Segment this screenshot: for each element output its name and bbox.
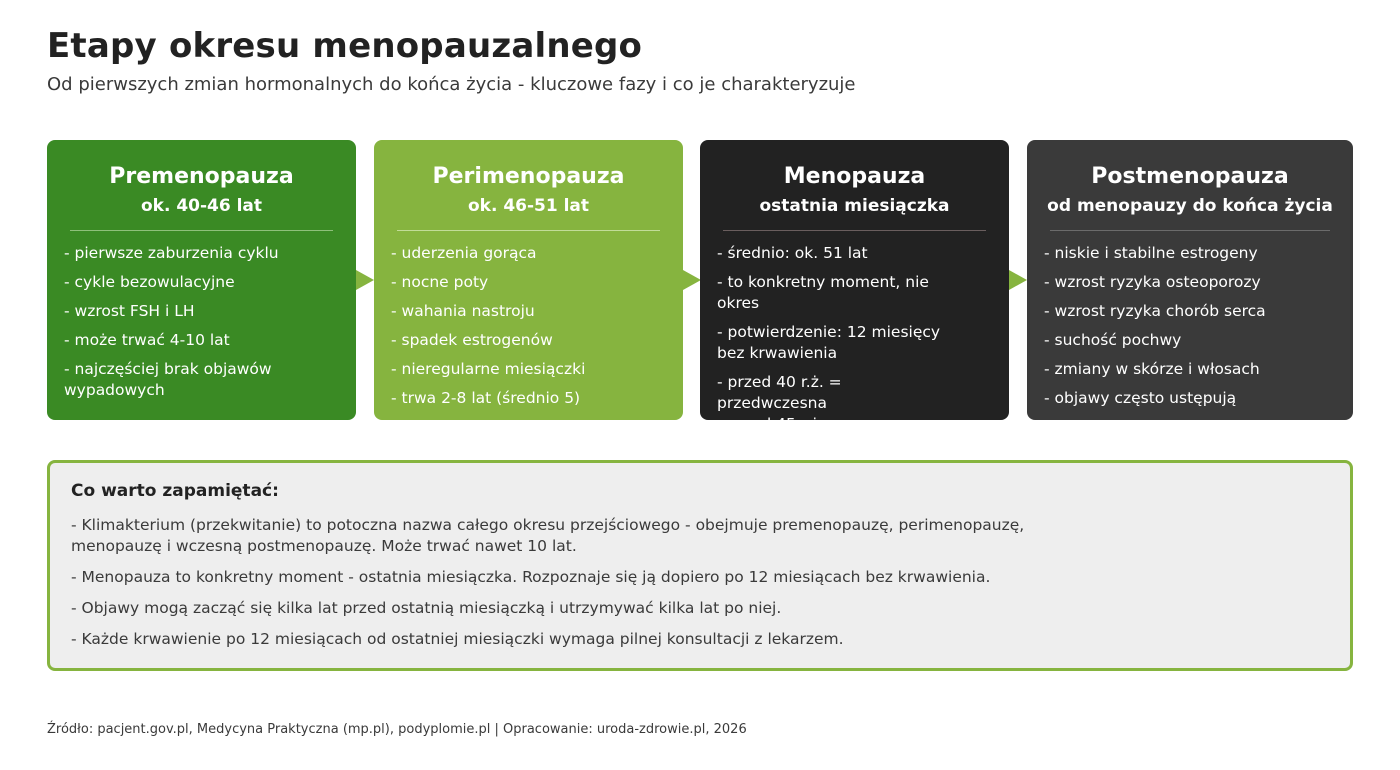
stage-title: Perimenopauza (432, 164, 625, 189)
note-item: - Menopauza to konkretny moment - ostatnia miesiączka. Rozpoznaje się ją dopiero po 12 miesiącach bez krwawienia. (71, 568, 991, 586)
note-item: - Każde krwawienie po 12 miesiącach od ostatniej miesiączki wymaga pilnej konsultacji z lekarzem. (71, 630, 844, 648)
stage-feature-list (47, 231, 356, 401)
stages-flow (47, 140, 1353, 433)
stage-feature: - wahania nastroju (391, 302, 535, 320)
stage-card-postmenopauza (1027, 140, 1353, 420)
stage-feature: - spadek estrogenów (391, 331, 553, 349)
stage-feature: - przed 45 r.ż. = wczesna (717, 415, 913, 433)
stage-title: Menopauza (783, 164, 926, 189)
stage-feature: - suchość pochwy (1044, 331, 1182, 349)
stage-feature: - potwierdzenie: 12 miesięcy bez krwawienia (717, 323, 941, 362)
stage-feature: - uderzenia gorąca (391, 244, 537, 262)
stage-card-menopauza (700, 140, 1009, 433)
stage-card-perimenopauza (374, 140, 683, 420)
source-footer: Źródło: pacjent.gov.pl, Medycyna Praktyczna (mp.pl), podyplomie.pl | Opracowanie: uroda-zdrowie.pl, 2026 (47, 722, 747, 737)
stage-feature: - wzrost FSH i LH (64, 302, 195, 320)
stage-feature: - wzrost ryzyka osteoporozy (1044, 273, 1261, 291)
stage-header (700, 140, 1009, 216)
arrow-right-icon (356, 270, 374, 290)
stage-feature: - średnio: ok. 51 lat (717, 244, 868, 262)
stage-feature: - najczęściej brak objawów wypadowych (64, 360, 272, 399)
stage-feature: - pierwsze zaburzenia cyklu (64, 244, 279, 262)
stage-feature: - może trwać 4-10 lat (64, 331, 230, 349)
note-item: - Objawy mogą zacząć się kilka lat przed ostatnią miesiączką i utrzymywać kilka lat po niej. (71, 599, 782, 617)
stage-subtitle: ostatnia miesiączka (759, 196, 950, 216)
page-subtitle: Od pierwszych zmian hormonalnych do końca życia - kluczowe fazy i co je charakteryzuje (47, 74, 856, 95)
stage-feature: - trwa 2-8 lat (średnio 5) (391, 389, 581, 407)
stage-header (374, 140, 683, 216)
stage-subtitle: ok. 40-46 lat (140, 196, 263, 216)
arrow-right-icon (1009, 270, 1027, 290)
stage-feature: - objawy często ustępują (1044, 389, 1237, 407)
stage-feature-list (1027, 231, 1353, 409)
stage-title: Premenopauza (109, 164, 294, 189)
arrow-right-icon (683, 270, 701, 290)
stage-feature: - przed 40 r.ż. = przedwczesna (717, 373, 842, 412)
stage-feature-list (374, 231, 683, 409)
stage-title: Postmenopauza (1091, 164, 1289, 189)
note-item: - Klimakterium (przekwitanie) to potoczna nazwa całego okresu przejściowego - obejmuje premenopauzę, perimenopauzę, menopauzę i wczesną postmenopauzę. Może trwać nawet 10 lat. (71, 516, 1025, 555)
stage-feature: - nieregularne miesiączki (391, 360, 586, 378)
page-title: Etapy okresu menopauzalnego (47, 26, 643, 66)
stage-header (47, 140, 356, 216)
stage-feature: - zmiany w skórze i włosach (1044, 360, 1260, 378)
stage-feature: - niskie i stabilne estrogeny (1044, 244, 1258, 262)
notes-list (71, 515, 1329, 650)
stage-feature-list (700, 231, 1009, 435)
notes-title: Co warto zapamiętać: (71, 481, 279, 501)
stage-feature: - nocne poty (391, 273, 489, 291)
key-notes-box (47, 460, 1353, 671)
stage-feature: - cykle bezowulacyjne (64, 273, 235, 291)
stage-feature: - wzrost ryzyka chorób serca (1044, 302, 1266, 320)
stage-subtitle: ok. 46-51 lat (467, 196, 590, 216)
stage-header (1027, 140, 1353, 216)
stage-subtitle: od menopauzy do końca życia (1047, 196, 1333, 216)
stage-card-premenopauza (47, 140, 356, 420)
stage-feature: - to konkretny moment, nie okres (717, 273, 929, 312)
